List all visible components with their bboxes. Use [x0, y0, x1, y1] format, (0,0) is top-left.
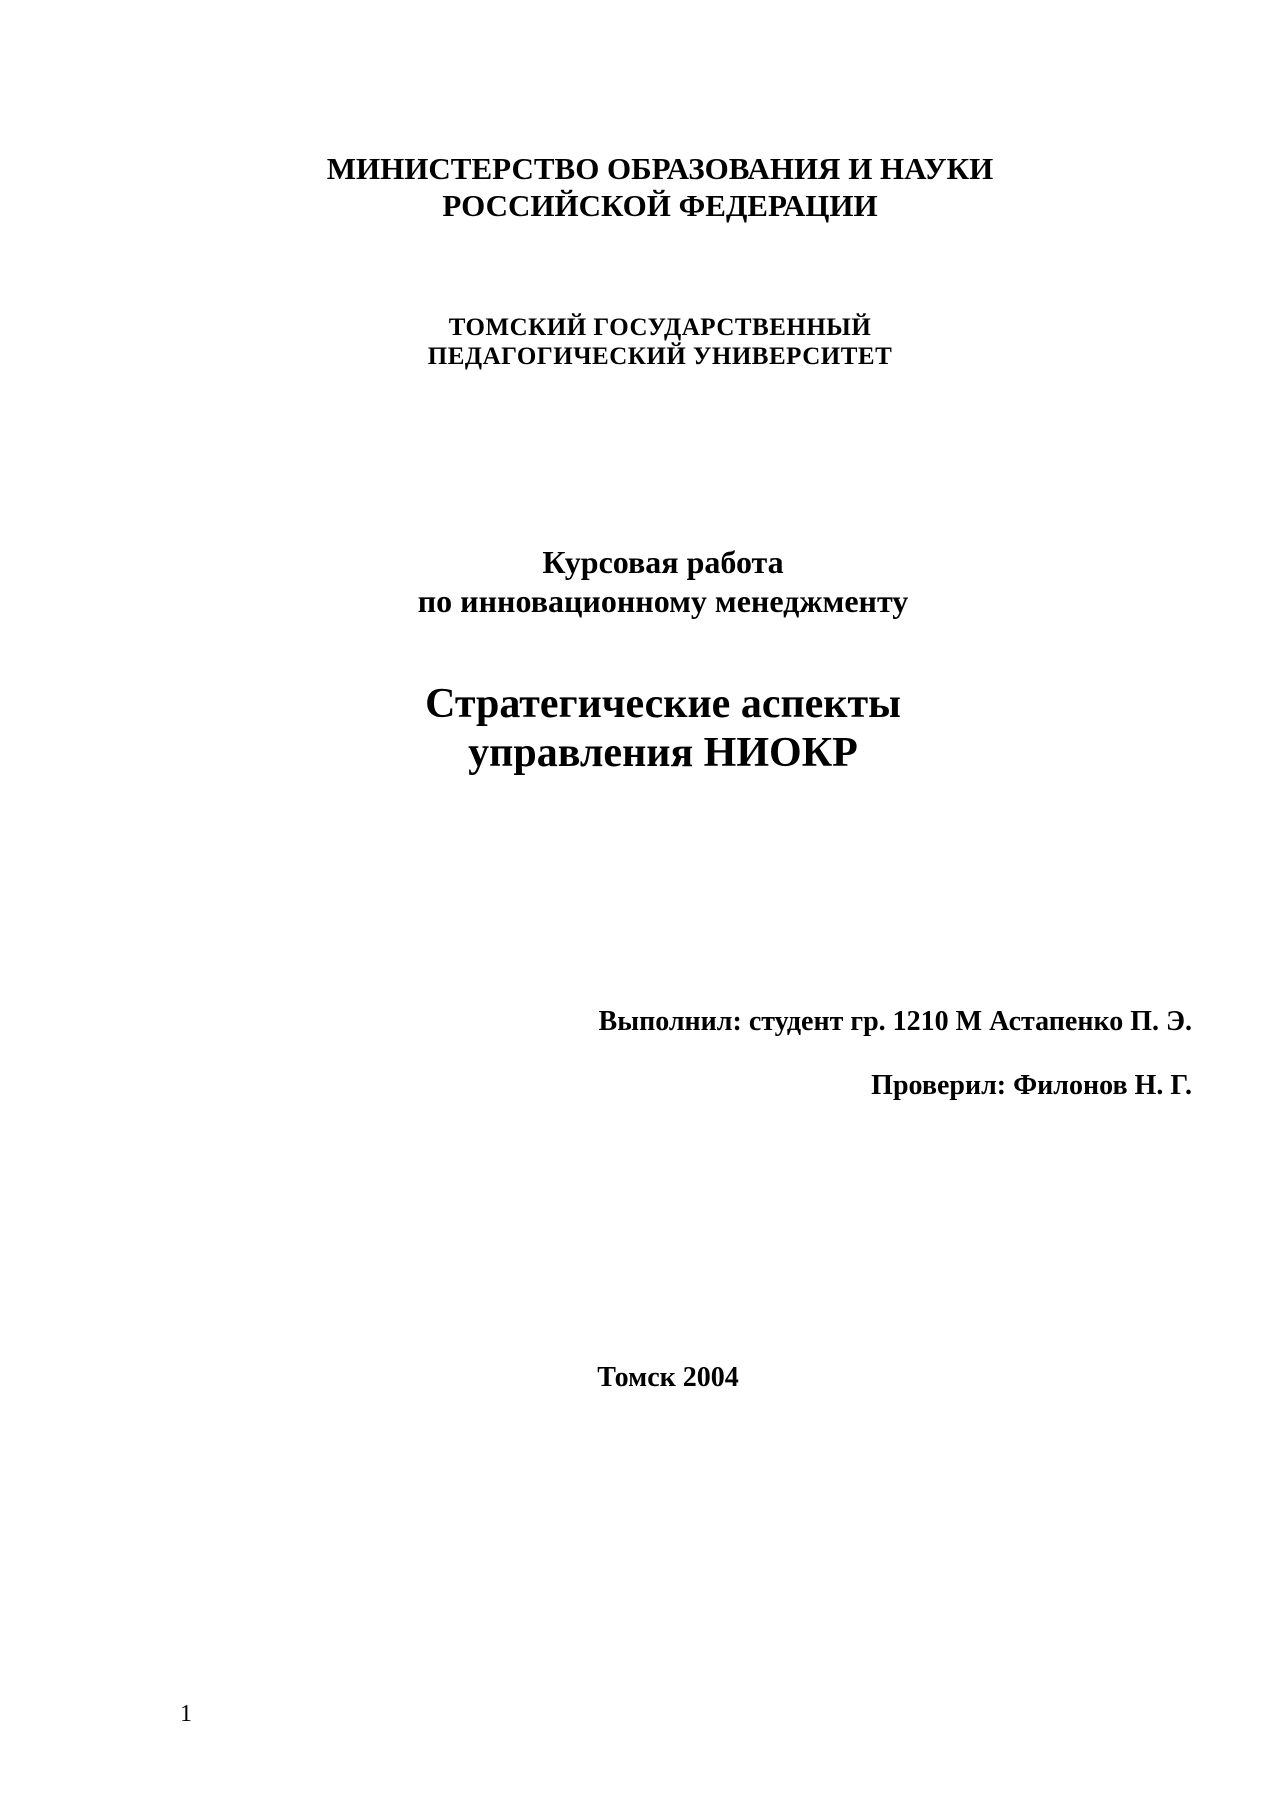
document-title-line-1: Стратегические аспекты — [425, 681, 901, 727]
performed-by: Выполнил: студент гр. 1210 М Астапенко П. Э. — [598, 1006, 1192, 1037]
document-title — [23, 680, 1280, 778]
page-number: 1 — [180, 1701, 192, 1727]
city-year: Томск 2004 — [597, 1362, 739, 1393]
university-line-1: ТОМСКИЙ ГОСУДАРСТВЕННЫЙ — [448, 314, 872, 341]
work-type-line-1: Курсовая работа — [542, 544, 784, 580]
ministry-line-1: МИНИСТЕРСТВО ОБРАЗОВАНИЯ И НАУКИ — [326, 151, 994, 186]
ministry-heading — [20, 150, 1280, 224]
checked-by: Проверил: Филонов Н. Г. — [871, 1070, 1192, 1101]
university-heading — [20, 313, 1280, 371]
university-line-2: ПЕДАГОГИЧЕСКИЙ УНИВЕРСИТЕТ — [427, 343, 893, 370]
document-title-line-2: управления НИОКР — [468, 730, 858, 776]
work-type-line-2: по инновационному менеджменту — [417, 583, 909, 619]
ministry-line-2: РОССИЙСКОЙ ФЕДЕРАЦИИ — [442, 188, 878, 223]
work-type — [23, 543, 1280, 621]
